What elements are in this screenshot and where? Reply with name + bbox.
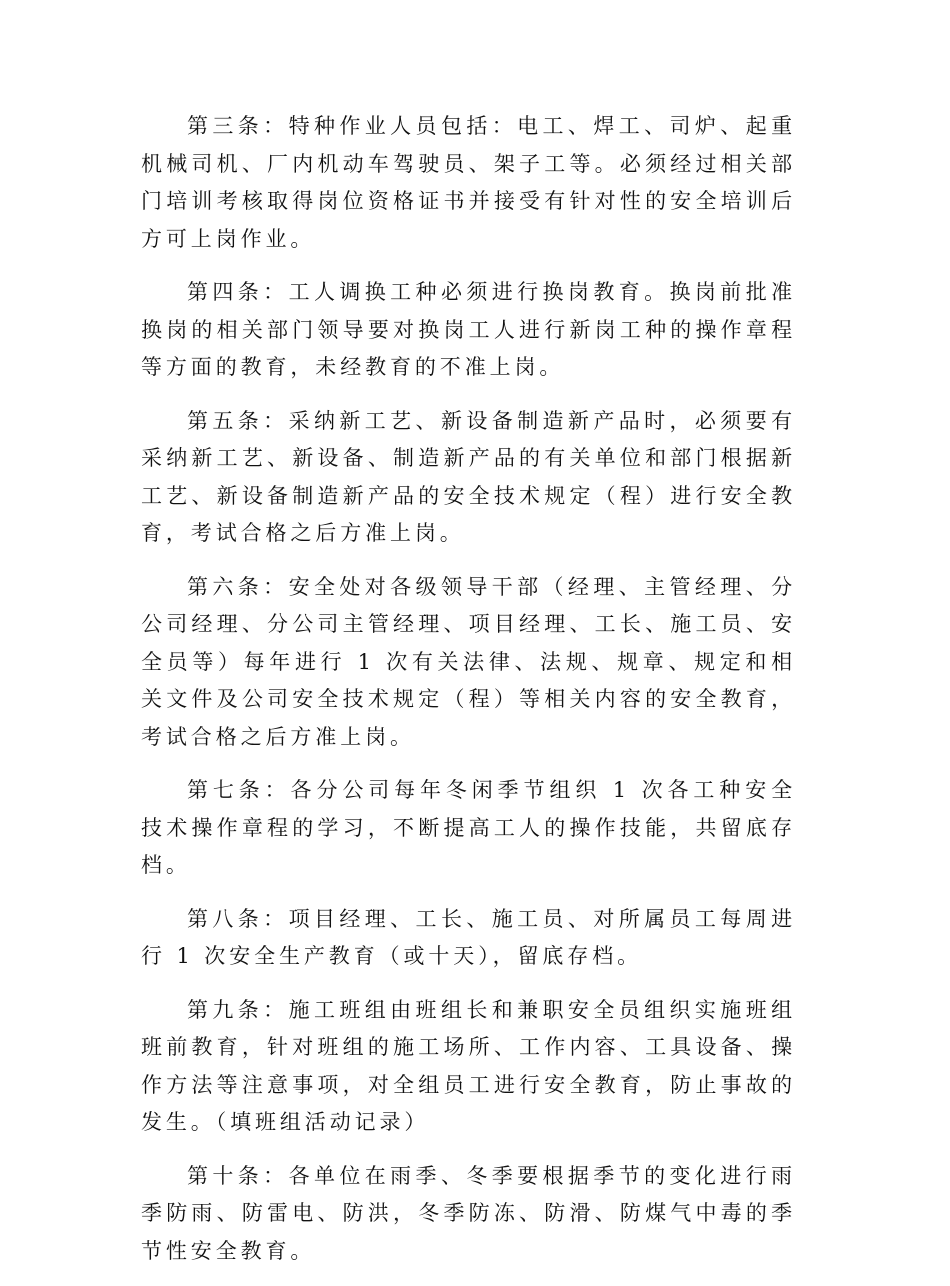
article-7-paragraph: 第七条：各分公司每年冬闲季节组织 1 次各工种安全技术操作章程的学习，不断提高工人的操作技能，共留底存档。: [141, 778, 796, 877]
article-3-paragraph: 第三条：特种作业人员包括：电工、焊工、司炉、起重机械司机、厂内机动车驾驶员、架子工等。必须经过相关部门培训考核取得岗位资格证书并接受有针对性的安全培训后方可上岗作业。: [141, 114, 796, 251]
article-9-paragraph: 第九条：施工班组由班组长和兼职安全员组织实施班组班前教育，针对班组的施工场所、工作内容、工具设备、操作方法等注意事项，对全组员工进行安全教育，防止事故的发生。（填班组活动记录）: [141, 997, 796, 1134]
article-4-paragraph: 第四条：工人调换工种必须进行换岗教育。换岗前批准换岗的相关部门领导要对换岗工人进行新岗工种的操作章程等方面的教育，未经教育的不准上岗。: [141, 280, 796, 379]
article-5-paragraph: 第五条：采纳新工艺、新设备制造新产品时，必须要有采纳新工艺、新设备、制造新产品的有关单位和部门根据新工艺、新设备制造新产品的安全技术规定（程）进行安全教育，考试合格之后方准上岗。: [141, 408, 796, 545]
article-10-paragraph: 第十条：各单位在雨季、冬季要根据季节的变化进行雨季防雨、防雷电、防洪，冬季防冻、防滑、防煤气中毒的季节性安全教育。: [141, 1163, 796, 1263]
article-8-paragraph: 第八条：项目经理、工长、施工员、对所属员工每周进行 1 次安全生产教育（或十天），留底存档。: [141, 906, 796, 968]
article-6-paragraph: 第六条：安全处对各级领导干部（经理、主管经理、分公司经理、分公司主管经理、项目经理、工长、施工员、安全员等）每年进行 1 次有关法律、法规、规章、规定和相关文件及公司安全技术规定（程）等相关内容的安全教育，考试合格之后方准上岗。: [141, 574, 796, 749]
document-body: [141, 108, 796, 1286]
